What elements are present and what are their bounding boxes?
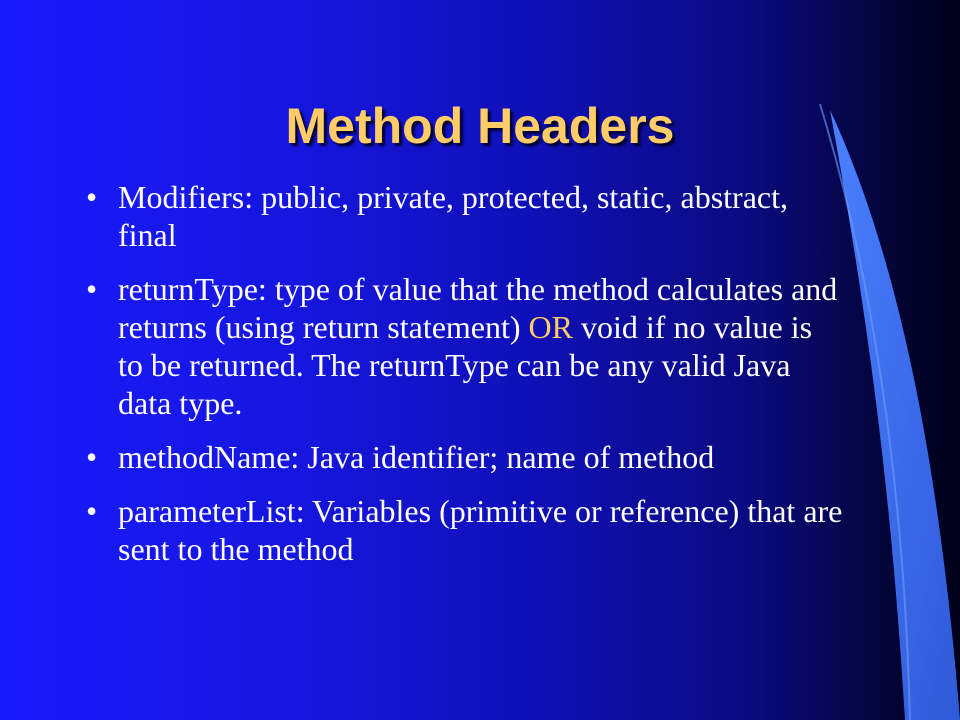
swoosh-arc [830,110,960,720]
bullet-icon: • [86,439,98,475]
bullet-parameter-list [84,492,844,568]
bullet-text: Modifiers: public, private, protected, static, abstract, final [118,179,788,253]
bullet-modifiers [84,178,844,254]
slide-title: Method Headers [285,98,675,154]
bullet-icon: • [86,271,98,307]
bullet-text: parameterList: Variables (primitive or reference) that are sent to the method [118,493,843,567]
highlighted-word: OR [528,309,573,345]
bullet-list [84,178,844,584]
bullet-icon: • [86,493,98,529]
bullet-icon: • [86,179,98,215]
bullet-text: methodName: Java identifier; name of method [118,439,715,475]
bullet-return-type [84,270,844,422]
bullet-text-part: void if no value is to be returned. The returnType can be any valid Java data type. [118,309,813,421]
bullet-text-part: returnType: type of value that the method calculates and returns (using return statement) [118,271,838,345]
bullet-method-name [84,438,844,476]
